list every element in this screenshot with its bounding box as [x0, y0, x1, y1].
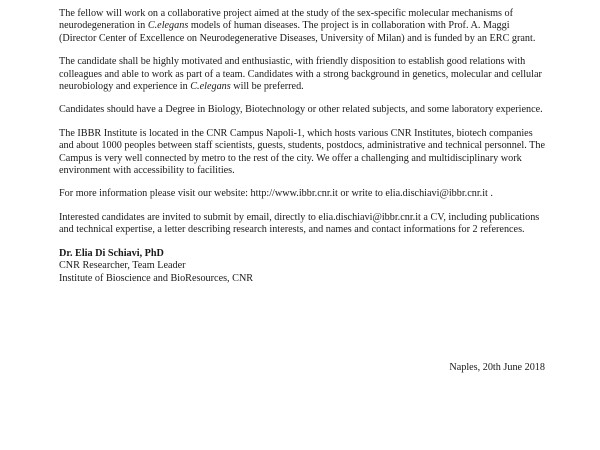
paragraph-text: models of human diseases. The project is in collaboration with Prof. A. Maggi (Director Center of Excellence on Neurodegenerative Diseases, University of Milan) and is funded by an ERC grant. [59, 20, 536, 44]
paragraph-text: The fellow will work on a collaborative project aimed at the study of the sex-specific molecular mechanisms of neurodegeneration in [59, 8, 514, 32]
paragraph-text: will be preferred. [230, 81, 304, 93]
paragraph-requirements: Candidates should have a Degree in Biology, Biotechnology or other related subjects, and some laboratory experience. [59, 104, 543, 116]
paragraph-candidate-profile [59, 56, 549, 93]
paragraph-text: The candidate shall be highly motivated and enthusiastic, with friendly disposition to establish good relations with colleagues and able to work as part of a team. Candidates with a strong background in genetics, molecular and cellular neurobiology and experience in [59, 56, 542, 93]
signature-name: Dr. Elia Di Schiavi, PhD [59, 247, 164, 259]
paragraph-institute-info: The IBBR Institute is located in the CNR Campus Napoli-1, which hosts various CNR Institutes, biotech companies and about 1000 peoples between staff scientists, guests, students, postdocs, administrative and technical personnel. The Campus is very well connected by metro to the rest of the city. We offer a challenging and multidisciplinary work environment with accessibility to facilities. [59, 127, 545, 177]
paragraph-contact-info: For more information please visit our website: http://www.ibbr.cnr.it or write to elia.dischiavi@ibbr.cnr.it . [59, 188, 493, 200]
paragraph-application-instructions: Interested candidates are invited to submit by email, directly to elia.dischiavi@ibbr.cnr.it a CV, including publications and technical expertise, a letter describing research interests, and names and contact informations for 2 references. [59, 211, 540, 236]
signature-block [59, 248, 549, 285]
date-line: Naples, 20th June 2018 [449, 362, 545, 373]
species-name-italic: C.elegans [190, 81, 231, 93]
species-name-italic: C.elegans [147, 20, 189, 32]
signature-role: CNR Researcher, Team Leader [59, 260, 186, 272]
paragraph-project-description [59, 8, 549, 45]
document-body [59, 8, 549, 285]
signature-institute: Institute of Bioscience and BioResources, CNR [59, 272, 254, 284]
